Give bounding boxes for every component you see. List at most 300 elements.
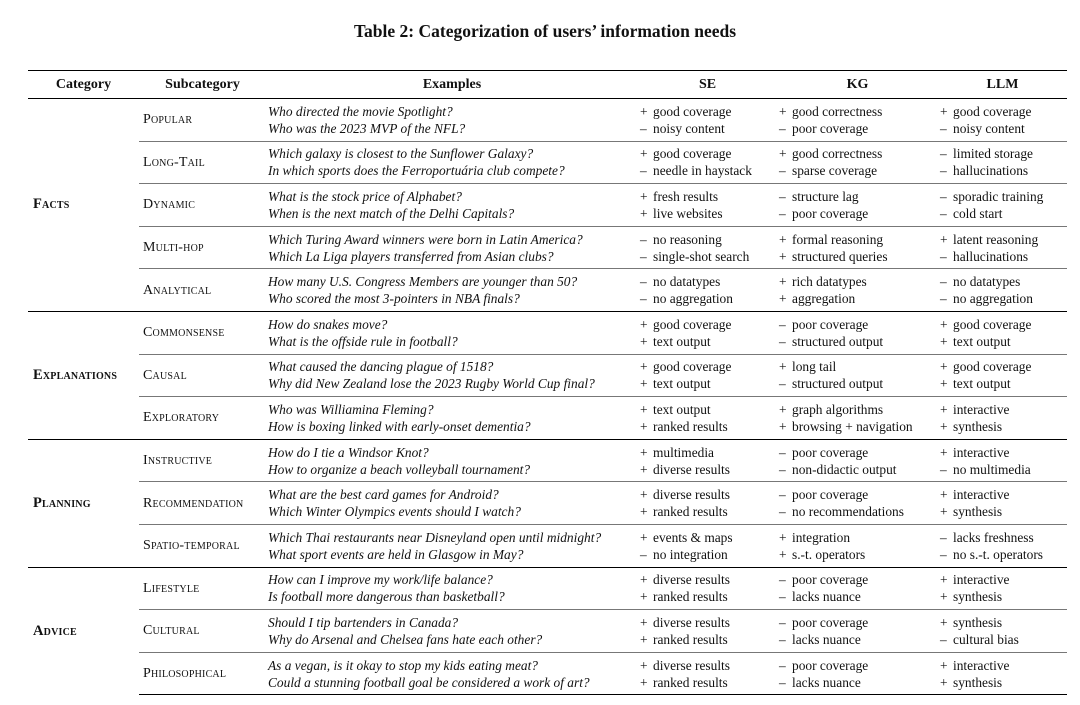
se-property [640,145,777,162]
se-cell [638,226,777,269]
examples-cell [266,397,638,440]
kg-property [779,162,938,179]
plus-minus-sign: – [940,205,947,221]
table-row [28,567,1067,610]
property-text: good coverage [953,103,1032,119]
plus-minus-sign: – [779,614,786,630]
se-cell [638,269,777,312]
header-category: Category [55,76,112,92]
plus-minus-sign: – [940,529,947,545]
plus-minus-sign: + [640,657,648,673]
subcategory-cell: Multi-hop [139,226,266,269]
property-text: diverse results [653,657,730,673]
kg-property [779,120,938,137]
examples-cell [266,311,638,354]
example-question: Could a stunning football goal be considered a work of art? [268,674,590,690]
kg-property [779,375,938,392]
se-cell [638,99,777,142]
se-property [640,358,777,375]
llm-property [940,529,1067,546]
property-text: non-didactic output [792,461,897,477]
property-text: browsing + navigation [792,418,913,434]
property-text: no recommendations [792,504,904,520]
table-row [28,141,1067,184]
kg-property [779,103,938,120]
llm-property [940,188,1067,205]
property-text: no reasoning [653,231,722,247]
plus-minus-sign: + [640,103,648,119]
table-row [28,524,1067,567]
plus-minus-sign: – [779,333,786,349]
kg-cell [777,567,938,610]
llm-cell [938,524,1067,567]
example-question: What caused the dancing plague of 1518? [268,359,494,375]
property-text: poor coverage [792,120,869,136]
property-text: no aggregation [653,291,733,307]
property-text: sporadic training [953,188,1044,204]
table-row [28,482,1067,525]
plus-minus-sign: + [640,376,648,392]
property-text: text output [953,333,1011,349]
example-question: Which Thai restaurants near Disneyland open until midnight? [268,529,602,545]
property-text: diverse results [653,614,730,630]
header-kg: KG [846,76,869,92]
plus-minus-sign: + [940,103,948,119]
example-question: What is the stock price of Alphabet? [268,188,462,204]
kg-cell [777,354,938,397]
se-property [640,290,777,307]
plus-minus-sign: – [779,631,786,647]
se-cell [638,397,777,440]
se-property [640,546,777,563]
example-question: How can I improve my work/life balance? [268,572,493,588]
plus-minus-sign: – [940,146,947,162]
property-text: poor coverage [792,316,869,332]
se-cell [638,311,777,354]
plus-minus-sign: – [779,188,786,204]
plus-minus-sign: – [940,631,947,647]
plus-minus-sign: + [940,359,948,375]
plus-minus-sign: + [940,333,948,349]
plus-minus-sign: – [779,657,786,673]
property-text: formal reasoning [792,231,884,247]
plus-minus-sign: + [940,504,948,520]
plus-minus-sign: + [779,401,787,417]
se-property [640,503,777,520]
property-text: good coverage [653,103,732,119]
plus-minus-sign: – [640,120,647,136]
example-question: What are the best card games for Android? [268,487,499,503]
llm-property [940,375,1067,392]
plus-minus-sign: + [779,359,787,375]
property-text: good coverage [953,359,1032,375]
plus-minus-sign: + [779,231,787,247]
llm-property [940,231,1067,248]
plus-minus-sign: – [940,248,947,264]
kg-cell [777,269,938,312]
plus-minus-sign: + [640,504,648,520]
example-question: How do snakes move? [268,316,388,332]
plus-minus-sign: – [779,163,786,179]
llm-property [940,486,1067,503]
llm-property [940,461,1067,478]
table-row [28,99,1067,142]
examples-cell [266,482,638,525]
plus-minus-sign: – [940,291,947,307]
kg-property [779,333,938,350]
llm-cell [938,354,1067,397]
subcategory-cell: Causal [139,354,266,397]
se-property [640,162,777,179]
kg-cell [777,524,938,567]
property-text: text output [653,376,711,392]
property-text: interactive [953,401,1010,417]
llm-property [940,273,1067,290]
property-text: no aggregation [953,291,1033,307]
kg-property [779,614,938,631]
se-property [640,120,777,137]
property-text: good coverage [653,316,732,332]
property-text: s.-t. operators [792,546,866,562]
llm-property [940,546,1067,563]
plus-minus-sign: + [640,359,648,375]
kg-property [779,290,938,307]
plus-minus-sign: + [940,674,948,690]
se-cell [638,439,777,482]
llm-property [940,248,1067,265]
se-property [640,461,777,478]
examples-cell [266,141,638,184]
se-cell [638,482,777,525]
examples-cell [266,524,638,567]
llm-cell [938,397,1067,440]
plus-minus-sign: + [640,631,648,647]
plus-minus-sign: + [640,333,648,349]
plus-minus-sign: – [640,163,647,179]
property-text: ranked results [653,504,728,520]
example-question: How many U.S. Congress Members are younger than 50? [268,274,578,290]
plus-minus-sign: + [640,418,648,434]
examples-cell [266,226,638,269]
llm-property [940,444,1067,461]
plus-minus-sign: + [640,529,648,545]
property-text: poor coverage [792,657,869,673]
subcategory-cell: Dynamic [139,184,266,227]
subcategory-cell: Recommendation [139,482,266,525]
kg-property [779,273,938,290]
llm-cell [938,99,1067,142]
property-text: poor coverage [792,572,869,588]
plus-minus-sign: – [940,461,947,477]
plus-minus-sign: + [779,529,787,545]
plus-minus-sign: + [940,657,948,673]
property-text: synthesis [953,504,1003,520]
llm-cell [938,482,1067,525]
llm-property [940,358,1067,375]
table-row [28,652,1067,695]
property-text: cultural bias [953,631,1019,647]
llm-cell [938,439,1067,482]
property-text: text output [953,376,1011,392]
property-text: poor coverage [792,487,869,503]
llm-property [940,503,1067,520]
plus-minus-sign: + [940,589,948,605]
table-row [28,184,1067,227]
property-text: diverse results [653,487,730,503]
example-question: Which galaxy is closest to the Sunflower Galaxy? [268,146,534,162]
se-cell [638,610,777,653]
kg-cell [777,482,938,525]
kg-property [779,248,938,265]
llm-property [940,333,1067,350]
example-question: How is boxing linked with early-onset dementia? [268,418,531,434]
property-text: limited storage [953,146,1033,162]
plus-minus-sign: + [640,674,648,690]
property-text: structured output [792,333,884,349]
se-property [640,188,777,205]
llm-property [940,631,1067,648]
plus-minus-sign: + [640,487,648,503]
property-text: synthesis [953,614,1003,630]
plus-minus-sign: – [640,274,647,290]
plus-minus-sign: – [779,120,786,136]
table-caption: Table 2: Categorization of users’ information needs [353,21,737,41]
se-cell [638,141,777,184]
plus-minus-sign: – [779,461,786,477]
llm-cell [938,269,1067,312]
se-property [640,529,777,546]
property-text: fresh results [653,188,719,204]
property-text: integration [792,529,851,545]
llm-property [940,614,1067,631]
examples-cell [266,439,638,482]
se-property [640,657,777,674]
table-row [28,439,1067,482]
property-text: lacks nuance [792,631,861,647]
kg-property [779,145,938,162]
se-property [640,231,777,248]
header-row [28,71,1067,99]
property-text: ranked results [653,589,728,605]
plus-minus-sign: + [940,614,948,630]
example-question: Which La Liga players transferred from Asian clubs? [268,248,554,264]
plus-minus-sign: + [940,376,948,392]
examples-cell [266,567,638,610]
plus-minus-sign: – [779,504,786,520]
kg-property [779,486,938,503]
plus-minus-sign: – [779,674,786,690]
property-text: live websites [653,205,723,221]
property-text: structured queries [792,248,888,264]
property-text: no multimedia [953,461,1031,477]
plus-minus-sign: + [779,103,787,119]
plus-minus-sign: + [640,401,648,417]
se-property [640,674,777,691]
kg-property [779,631,938,648]
se-property [640,401,777,418]
llm-cell [938,567,1067,610]
plus-minus-sign: – [779,316,786,332]
property-text: aggregation [792,291,856,307]
example-question: How to organize a beach volleyball tournament? [268,461,531,477]
property-text: synthesis [953,674,1003,690]
example-question: In which sports does the Ferroportuária club compete? [268,163,565,179]
table-body [28,99,1067,695]
kg-cell [777,99,938,142]
plus-minus-sign: + [640,316,648,332]
kg-property [779,231,938,248]
property-text: rich datatypes [792,274,867,290]
kg-property [779,529,938,546]
property-text: ranked results [653,674,728,690]
se-cell [638,354,777,397]
subcategory-cell: Lifestyle [139,567,266,610]
plus-minus-sign: – [779,205,786,221]
category-cell: Explanations [28,311,139,439]
se-property [640,571,777,588]
property-text: no datatypes [953,274,1021,290]
plus-minus-sign: + [779,146,787,162]
se-property [640,486,777,503]
example-question: Who was Williamina Fleming? [268,401,434,417]
table-row [28,311,1067,354]
llm-property [940,316,1067,333]
llm-cell [938,652,1067,695]
subcategory-cell: Commonsense [139,311,266,354]
kg-property [779,461,938,478]
property-text: ranked results [653,631,728,647]
se-property [640,375,777,392]
example-question: As a vegan, is it okay to stop my kids eating meat? [268,657,538,673]
kg-cell [777,652,938,695]
llm-property [940,162,1067,179]
property-text: hallucinations [953,163,1029,179]
property-text: diverse results [653,461,730,477]
se-property [640,614,777,631]
examples-cell [266,610,638,653]
property-text: needle in haystack [653,163,752,179]
kg-property [779,546,938,563]
llm-property [940,657,1067,674]
property-text: structure lag [792,188,859,204]
se-property [640,248,777,265]
property-text: ranked results [653,418,728,434]
kg-property [779,571,938,588]
plus-minus-sign: + [640,461,648,477]
plus-minus-sign: + [940,401,948,417]
property-text: good coverage [953,316,1032,332]
examples-cell [266,652,638,695]
header-llm: LLM [986,76,1019,92]
plus-minus-sign: – [779,572,786,588]
plus-minus-sign: – [940,163,947,179]
property-text: interactive [953,444,1010,460]
property-text: long tail [792,359,837,375]
subcategory-cell: Cultural [139,610,266,653]
llm-property [940,205,1067,222]
kg-cell [777,141,938,184]
plus-minus-sign: + [640,614,648,630]
kg-property [779,657,938,674]
kg-property [779,588,938,605]
se-property [640,103,777,120]
plus-minus-sign: + [779,418,787,434]
subcategory-cell: Spatio-temporal [139,524,266,567]
property-text: cold start [953,205,1003,221]
plus-minus-sign: + [779,546,787,562]
kg-cell [777,226,938,269]
example-question: Which Winter Olympics events should I watch? [268,504,521,520]
categorization-table [28,70,1067,695]
llm-property [940,571,1067,588]
property-text: hallucinations [953,248,1029,264]
se-cell [638,184,777,227]
example-question: Which Turing Award winners were born in Latin America? [268,231,583,247]
plus-minus-sign: – [640,231,647,247]
se-cell [638,567,777,610]
plus-minus-sign: – [779,487,786,503]
llm-property [940,588,1067,605]
plus-minus-sign: + [940,231,948,247]
example-question: Why do Arsenal and Chelsea fans hate each other? [268,631,543,647]
kg-cell [777,610,938,653]
property-text: good coverage [653,359,732,375]
category-cell: Planning [28,439,139,567]
kg-property [779,205,938,222]
property-text: noisy content [953,120,1025,136]
property-text: interactive [953,572,1010,588]
se-property [640,631,777,648]
property-text: good coverage [653,146,732,162]
plus-minus-sign: + [640,444,648,460]
se-property [640,588,777,605]
kg-cell [777,184,938,227]
kg-property [779,316,938,333]
property-text: synthesis [953,589,1003,605]
example-question: Who was the 2023 MVP of the NFL? [268,120,466,136]
kg-cell [777,397,938,440]
example-question: What sport events are held in Glasgow in May? [268,546,524,562]
llm-property [940,145,1067,162]
kg-property [779,444,938,461]
kg-cell [777,311,938,354]
example-question: What is the offside rule in football? [268,333,458,349]
property-text: text output [653,333,711,349]
plus-minus-sign: – [640,248,647,264]
example-question: Why did New Zealand lose the 2023 Rugby World Cup final? [268,376,595,392]
property-text: latent reasoning [953,231,1039,247]
plus-minus-sign: + [779,291,787,307]
llm-cell [938,184,1067,227]
kg-property [779,358,938,375]
plus-minus-sign: + [640,589,648,605]
table-row [28,610,1067,653]
llm-property [940,103,1067,120]
categorization-table-container [28,70,1067,695]
table-row [28,269,1067,312]
table-row [28,354,1067,397]
llm-property [940,120,1067,137]
property-text: good correctness [792,103,883,119]
subcategory-cell: Instructive [139,439,266,482]
plus-minus-sign: – [640,291,647,307]
kg-property [779,674,938,691]
example-question: How do I tie a Windsor Knot? [268,444,429,460]
se-cell [638,524,777,567]
property-text: lacks nuance [792,589,861,605]
examples-cell [266,184,638,227]
header-se: SE [698,76,717,92]
